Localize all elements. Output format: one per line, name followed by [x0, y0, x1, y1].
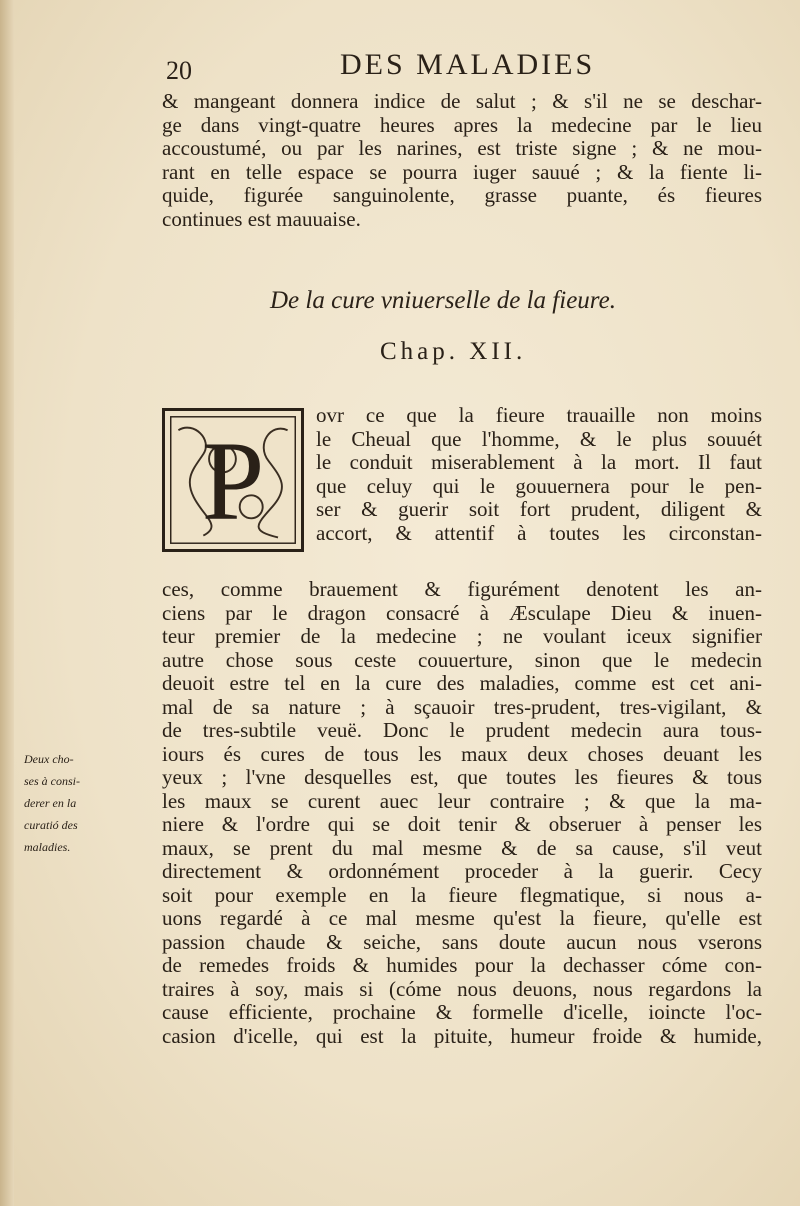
text-line: cause efficiente, prochaine & formelle d'icelle, ioincte l'oc- [162, 1001, 762, 1024]
text-line: ciens par le dragon consacré à Æsculape Dieu & inuen- [162, 601, 762, 625]
text-line: & mangeant donnera indice de salut ; & s'il ne se deschar- [162, 90, 762, 113]
text-line: continues est mauuaise. [162, 207, 361, 231]
text-line: iours és cures de tous les maux deux choses deuant les [162, 742, 762, 766]
margin-note-line: Deux cho- [24, 752, 74, 766]
text-line: le Cheual que l'homme, & le plus souuét [316, 427, 762, 451]
text-line: de tres-subtile veuë. Donc le prudent medecin aura tous- [162, 719, 762, 742]
ornament-icon [165, 411, 301, 549]
dropcap-letter: P [201, 418, 265, 544]
text-line: yeux ; l'vne desquelles est, que toutes les fieures & tous [162, 766, 762, 789]
text-line: uons regardé à ce mal mesme qu'est la fieure, qu'elle est [162, 907, 762, 930]
text-line: mal de sa nature ; à sçauoir tres-prudent, tres-vigilant, & [162, 695, 762, 719]
margin-note-line: ses à consi- [24, 774, 80, 788]
chapter-label: Chap. XII. [380, 338, 527, 365]
text-line: quide, figurée sanguinolente, grasse puante, és fieures [162, 184, 762, 207]
text-line: rant en telle espace se pourra iuger sauué ; & la fiente li- [162, 160, 762, 184]
text-line: teur premier de la medecine ; ne voulant iceux signifier [162, 625, 762, 648]
text-line: le conduit miserablement à la mort. Il faut [316, 451, 762, 474]
page-number: 20 [166, 56, 192, 85]
text-line: autre chose sous ceste couuerture, sinon que le medecin [162, 648, 762, 672]
text-line: passion chaude & seiche, sans doute aucun nous vserons [162, 930, 762, 954]
text-line: ovr ce que la fieure trauaille non moins [316, 404, 762, 427]
text-line: que celuy qui le gouuernera pour le pen- [316, 474, 762, 498]
body-paragraph [162, 578, 762, 1048]
text-line: traires à soy, mais si (cóme nous deuons, nous regardons la [162, 977, 762, 1001]
text-line: accoustumé, ou par les narines, est triste signe ; & ne mou- [162, 137, 762, 160]
text-line: ces, comme brauement & figurément denotent les an- [162, 578, 762, 601]
text-line: maux, se prent du mal mesme & de sa cause, s'il veut [162, 836, 762, 860]
text-line: soit pour exemple en la fieure flegmatique, si nous a- [162, 883, 762, 907]
margin-note-line: curatió des [24, 818, 78, 832]
section-title: De la cure vniuerselle de la fieure. [270, 287, 616, 314]
text-line: directement & ordonnément proceder à la guerir. Cecy [162, 860, 762, 883]
text-line: accort, & attentif à toutes les circonstan- [316, 521, 762, 545]
text-line: niere & l'ordre qui se doit tenir & obseruer à penser les [162, 813, 762, 836]
text-line: deuoit estre tel en la cure des maladies, comme est cet ani- [162, 672, 762, 695]
text-line: ge dans vingt-quatre heures apres la medecine par le lieu [162, 113, 762, 137]
running-title: DES MALADIES [340, 48, 596, 81]
text-line: ser & guerir soit fort prudent, diligent & [316, 498, 762, 521]
body-paragraph-indented [316, 404, 762, 545]
decorated-initial [162, 408, 304, 552]
text-line: de remedes froids & humides pour la dechasser cóme con- [162, 954, 762, 977]
margin-note [24, 748, 154, 858]
running-head [160, 46, 760, 86]
text-line: casion d'icelle, qui est la pituite, humeur froide & humide, [162, 1024, 762, 1048]
page-gutter [0, 0, 14, 1206]
text-line: les maux se curent auec leur contraire ; & que la ma- [162, 789, 762, 813]
top-paragraph [162, 90, 762, 231]
margin-note-line: derer en la [24, 796, 77, 810]
margin-note-line: maladies. [24, 840, 71, 854]
